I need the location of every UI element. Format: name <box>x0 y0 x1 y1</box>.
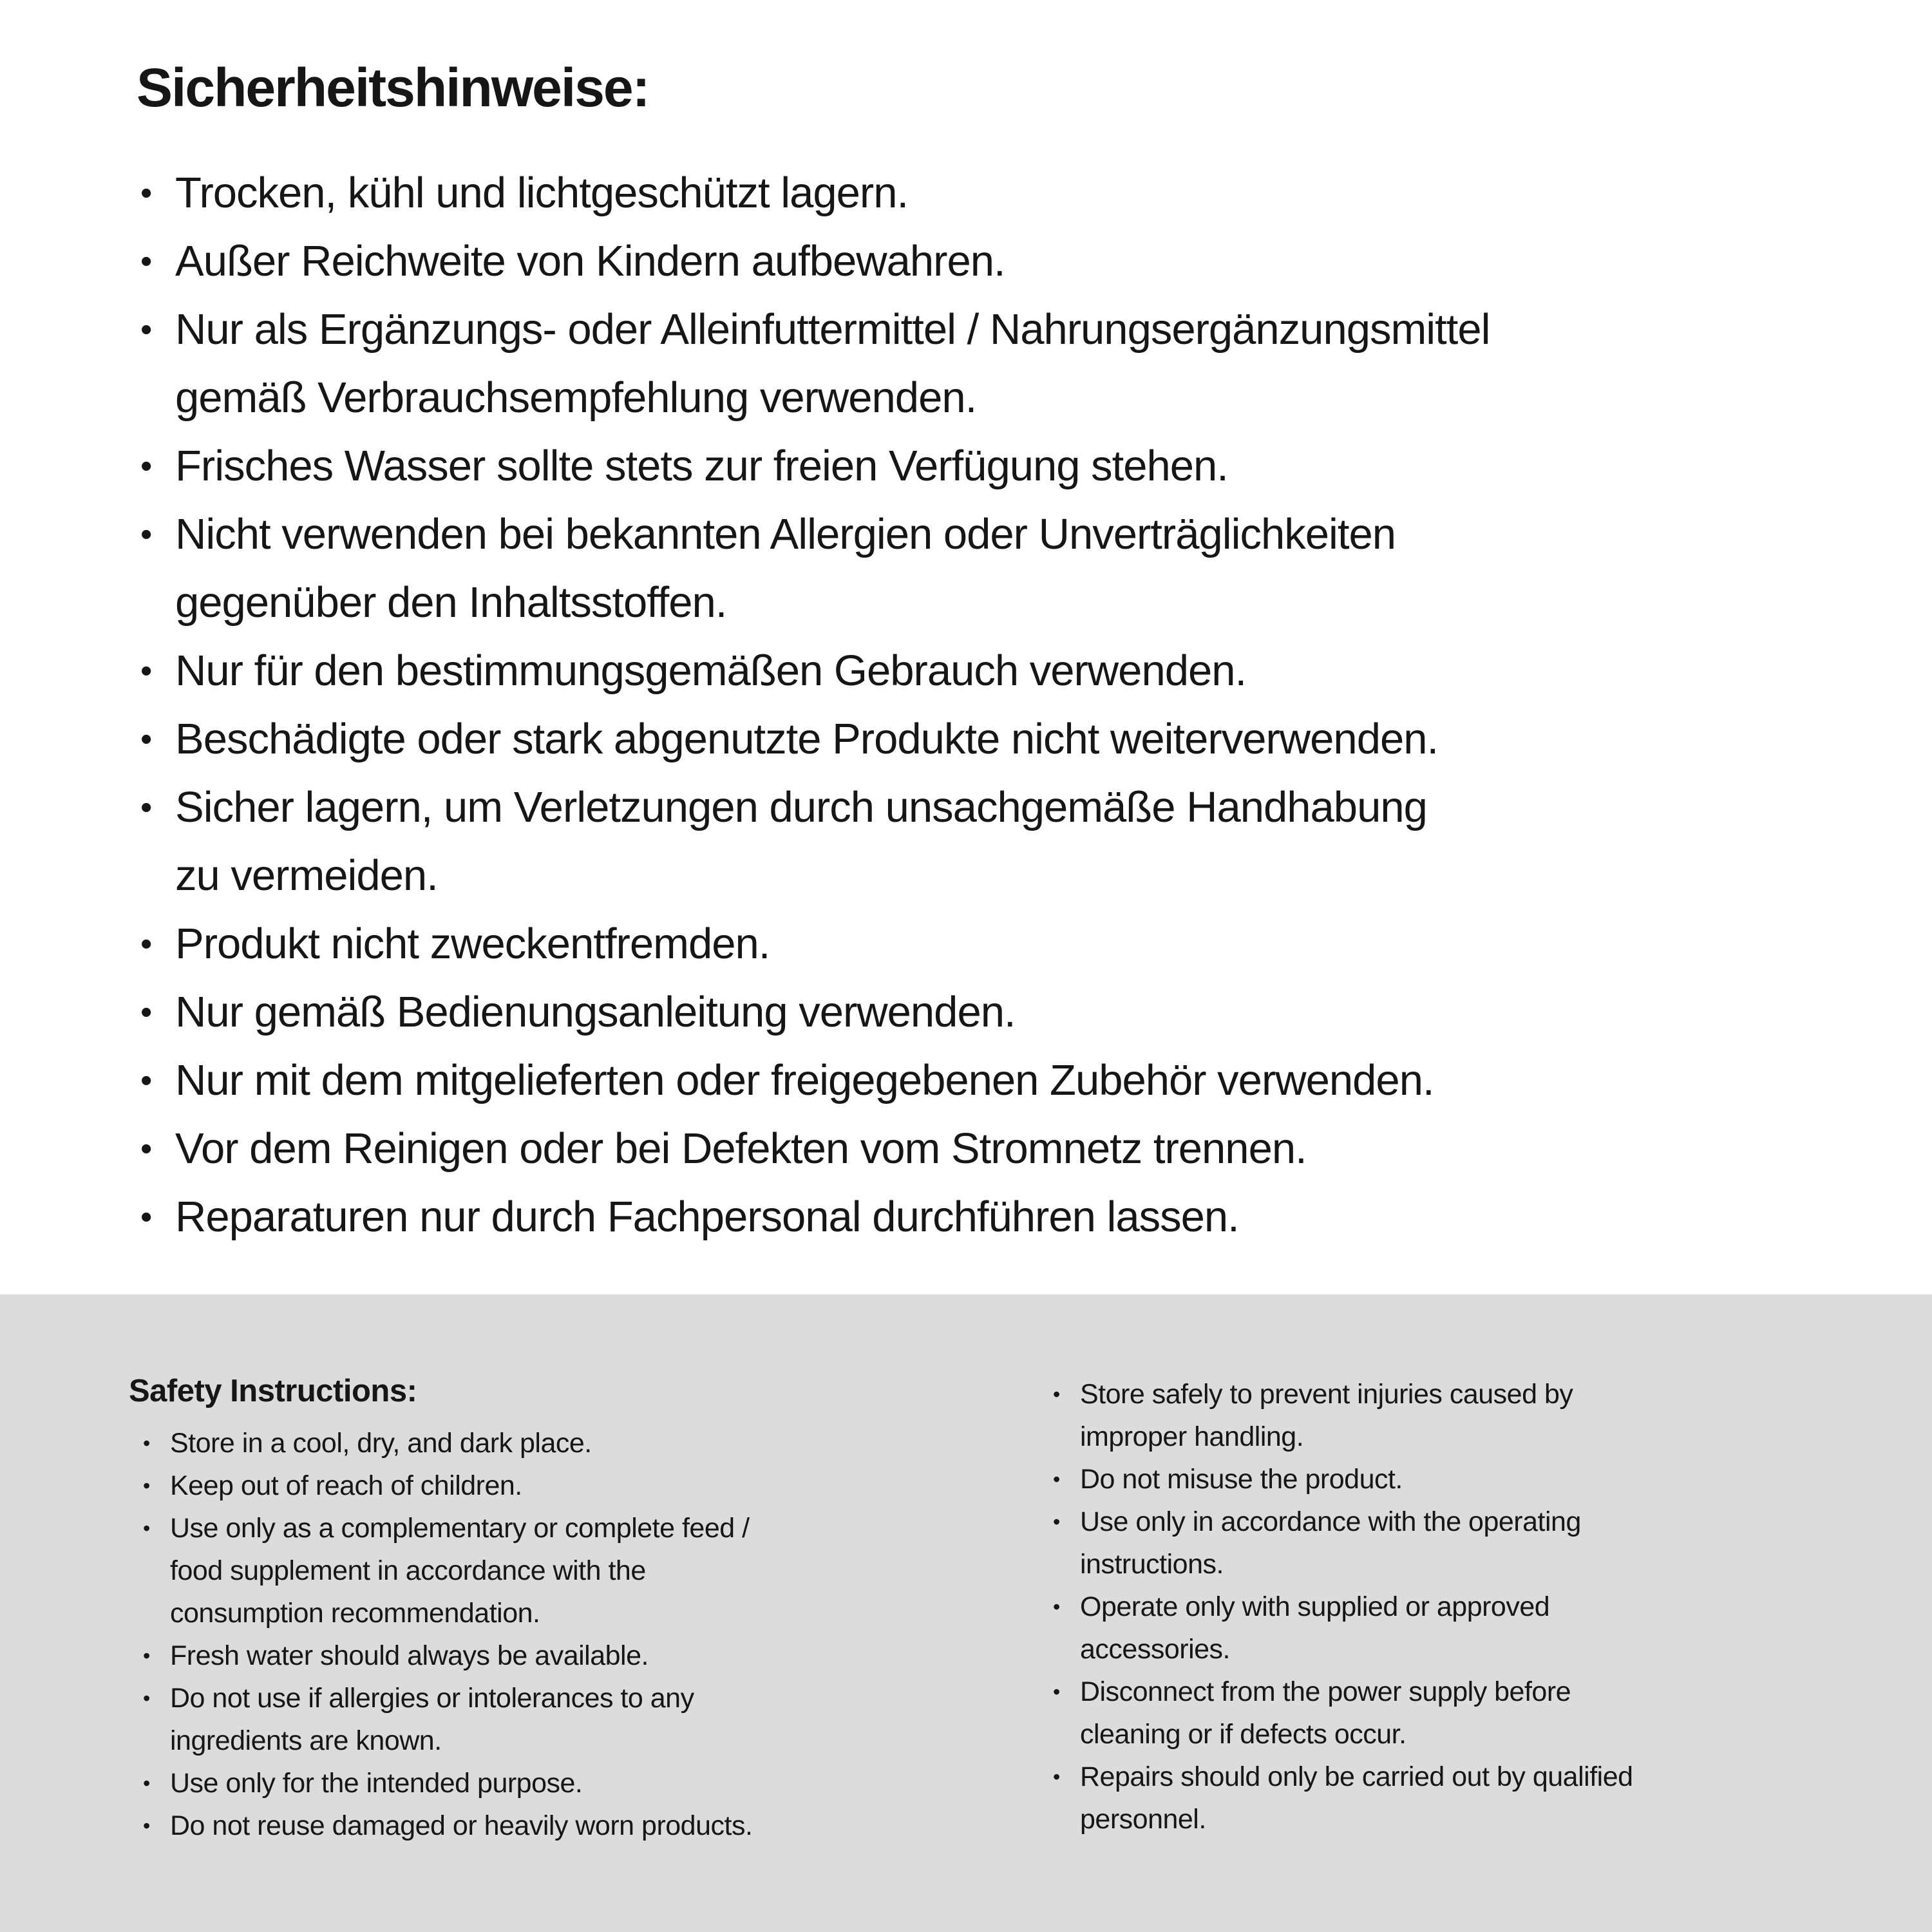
text-line: Use only for the intended purpose. <box>170 1768 583 1799</box>
list-item <box>143 1422 992 1464</box>
text-line: Keep out of reach of children. <box>170 1470 522 1501</box>
english-right-column <box>1053 1373 1874 1932</box>
list-item <box>1053 1373 1874 1458</box>
list-item <box>140 1183 1828 1251</box>
text-line: improper handling. <box>1080 1421 1304 1452</box>
german-bullet-list <box>140 159 1828 1251</box>
list-item <box>140 705 1828 773</box>
text-line: Vor dem Reinigen oder bei Defekten vom Stromnetz trennen. <box>175 1124 1307 1173</box>
text-line: consumption recommendation. <box>170 1598 540 1629</box>
list-item <box>140 159 1828 227</box>
text-line: Nur mit dem mitgelieferten oder freigegebenen Zubehör verwenden. <box>175 1056 1434 1104</box>
text-line: Nur für den bestimmungsgemäßen Gebrauch verwenden. <box>175 646 1247 695</box>
list-item <box>140 296 1828 432</box>
text-line: Fresh water should always be available. <box>170 1640 649 1671</box>
list-item <box>143 1464 992 1507</box>
list-item <box>1053 1458 1874 1501</box>
text-line: Sicher lagern, um Verletzungen durch unsachgemäße Handhabung <box>175 782 1427 831</box>
text-line: accessories. <box>1080 1634 1230 1665</box>
text-line: Nur als Ergänzungs- oder Alleinfuttermittel / Nahrungsergänzungsmittel <box>175 305 1490 354</box>
text-line: instructions. <box>1080 1549 1224 1580</box>
text-line: Store safely to prevent injuries caused by <box>1080 1379 1573 1410</box>
english-left-bullet-list <box>143 1422 992 1847</box>
list-item <box>143 1634 992 1677</box>
list-item <box>1053 1501 1874 1586</box>
list-item <box>140 773 1828 910</box>
text-line: gegenüber den Inhaltsstoffen. <box>175 578 727 627</box>
text-line: Disconnect from the power supply before <box>1080 1676 1571 1707</box>
text-line: Store in a cool, dry, and dark place. <box>170 1428 592 1459</box>
english-right-bullet-list <box>1053 1373 1874 1841</box>
text-line: ingredients are known. <box>170 1725 442 1756</box>
list-item <box>1053 1756 1874 1841</box>
text-line: Außer Reichweite von Kindern aufbewahren. <box>175 236 1005 285</box>
list-item <box>140 1046 1828 1115</box>
german-title: Sicherheitshinweise: <box>137 57 649 118</box>
text-line: zu vermeiden. <box>175 851 438 900</box>
list-item <box>140 227 1828 296</box>
text-line: personnel. <box>1080 1804 1206 1835</box>
text-line: cleaning or if defects occur. <box>1080 1719 1406 1750</box>
list-item <box>1053 1671 1874 1756</box>
text-line: Repairs should only be carried out by qualified <box>1080 1761 1633 1792</box>
list-item <box>143 1507 992 1634</box>
text-line: Beschädigte oder stark abgenutzte Produkte nicht weiterverwenden. <box>175 714 1439 763</box>
english-section <box>0 1294 1932 1932</box>
text-line: gemäß Verbrauchsempfehlung verwenden. <box>175 373 977 422</box>
list-item <box>1053 1586 1874 1671</box>
list-item <box>143 1677 992 1762</box>
english-left-column <box>129 1373 992 1932</box>
list-item <box>140 432 1828 500</box>
list-item <box>140 637 1828 705</box>
text-line: Frisches Wasser sollte stets zur freien Verfügung stehen. <box>175 441 1228 490</box>
text-line: Do not reuse damaged or heavily worn products. <box>170 1810 753 1841</box>
text-line: Nur gemäß Bedienungsanleitung verwenden. <box>175 987 1016 1036</box>
list-item <box>140 910 1828 978</box>
text-line: Reparaturen nur durch Fachpersonal durchführen lassen. <box>175 1192 1239 1241</box>
text-line: food supplement in accordance with the <box>170 1555 646 1586</box>
list-item <box>143 1762 992 1804</box>
text-line: Produkt nicht zweckentfremden. <box>175 919 770 968</box>
text-line: Use only as a complementary or complete feed / <box>170 1513 750 1544</box>
list-item <box>140 500 1828 637</box>
text-line: Trocken, kühl und lichtgeschützt lagern. <box>175 168 909 217</box>
list-item <box>140 1115 1828 1183</box>
text-line: Do not use if allergies or intolerances to any <box>170 1683 694 1714</box>
text-line: Nicht verwenden bei bekannten Allergien oder Unverträglichkeiten <box>175 509 1396 558</box>
text-line: Use only in accordance with the operating <box>1080 1506 1581 1537</box>
list-item <box>140 978 1828 1046</box>
english-title: Safety Instructions: <box>129 1374 417 1408</box>
list-item <box>143 1804 992 1847</box>
text-line: Operate only with supplied or approved <box>1080 1591 1550 1622</box>
text-line: Do not misuse the product. <box>1080 1464 1403 1495</box>
